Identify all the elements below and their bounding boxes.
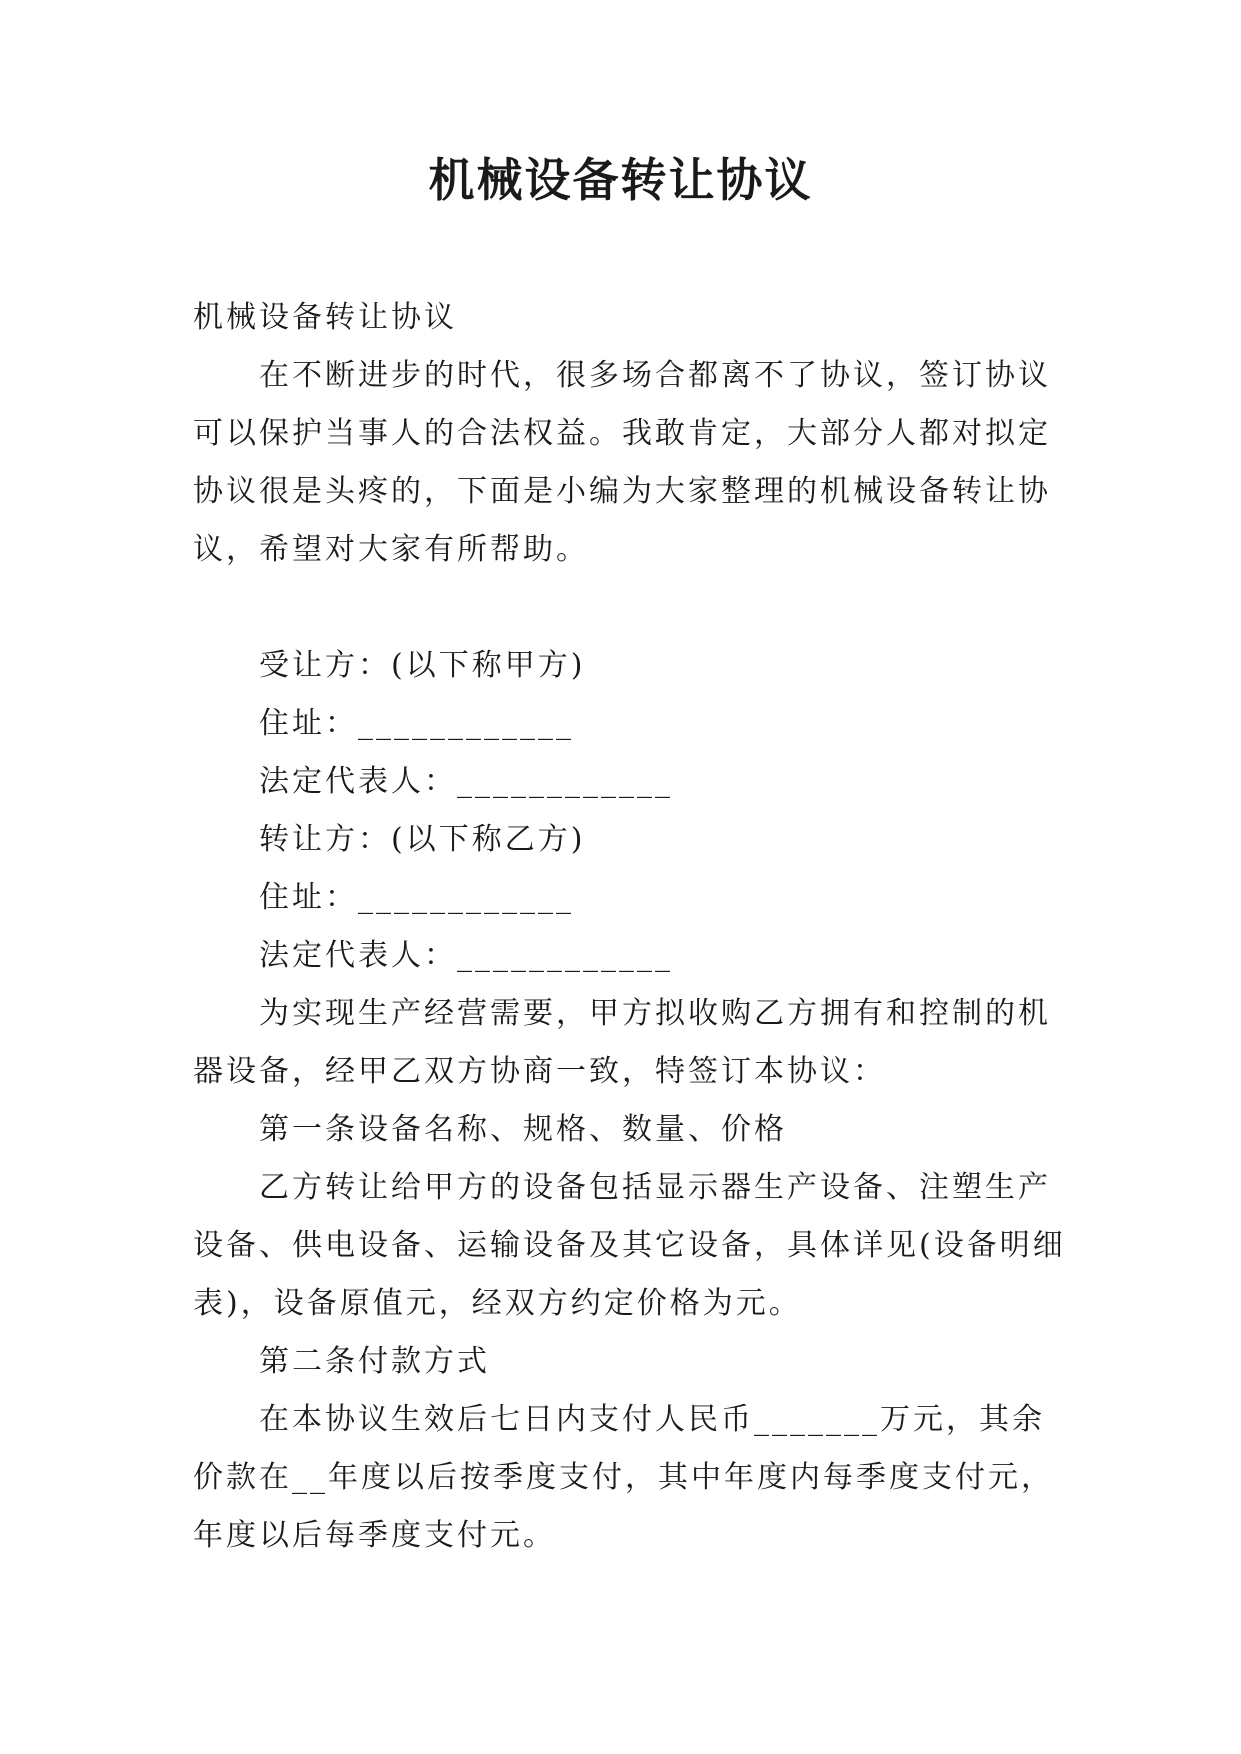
article-2-title: 第二条付款方式 xyxy=(259,1344,490,1379)
document-subtitle: 机械设备转让协议 xyxy=(193,300,457,335)
purpose-paragraph: 为实现生产经营需要，甲方拟收购乙方拥有和控制的机器设备，经甲乙双方协商一致，特签订本协议： xyxy=(193,996,1051,1089)
article-2-body: 在本协议生效后七日内支付人民币_______万元，其余价款在__年度以后按季度支付，其中年度内每季度支付元，年度以后每季度支付元。 xyxy=(193,1402,1054,1553)
paragraph-spacer xyxy=(193,579,1073,637)
article-1-title: 第一条设备名称、规格、数量、价格 xyxy=(259,1112,787,1147)
document-title: 机械设备转让协议 xyxy=(428,153,813,207)
party-b-representative: 法定代表人：____________ xyxy=(259,938,673,973)
intro-paragraph: 在不断进步的时代，很多场合都离不了协议，签订协议可以保护当事人的合法权益。我敢肯定，大部分人都对拟定协议很是头疼的，下面是小编为大家整理的机械设备转让协议，希望对大家有所帮助。 xyxy=(193,358,1051,567)
article-1-body: 乙方转让给甲方的设备包括显示器生产设备、注塑生产设备、供电设备、运输设备及其它设备，具体详见(设备明细表)，设备原值元，经双方约定价格为元。 xyxy=(193,1170,1066,1321)
party-a-address: 住址：____________ xyxy=(259,706,574,741)
party-b-line: 转让方：(以下称乙方) xyxy=(259,822,586,857)
party-a-line: 受让方：(以下称甲方) xyxy=(259,648,586,683)
party-a-representative: 法定代表人：____________ xyxy=(259,764,673,799)
party-b-address: 住址：____________ xyxy=(259,880,574,915)
document-body xyxy=(193,289,1073,1565)
